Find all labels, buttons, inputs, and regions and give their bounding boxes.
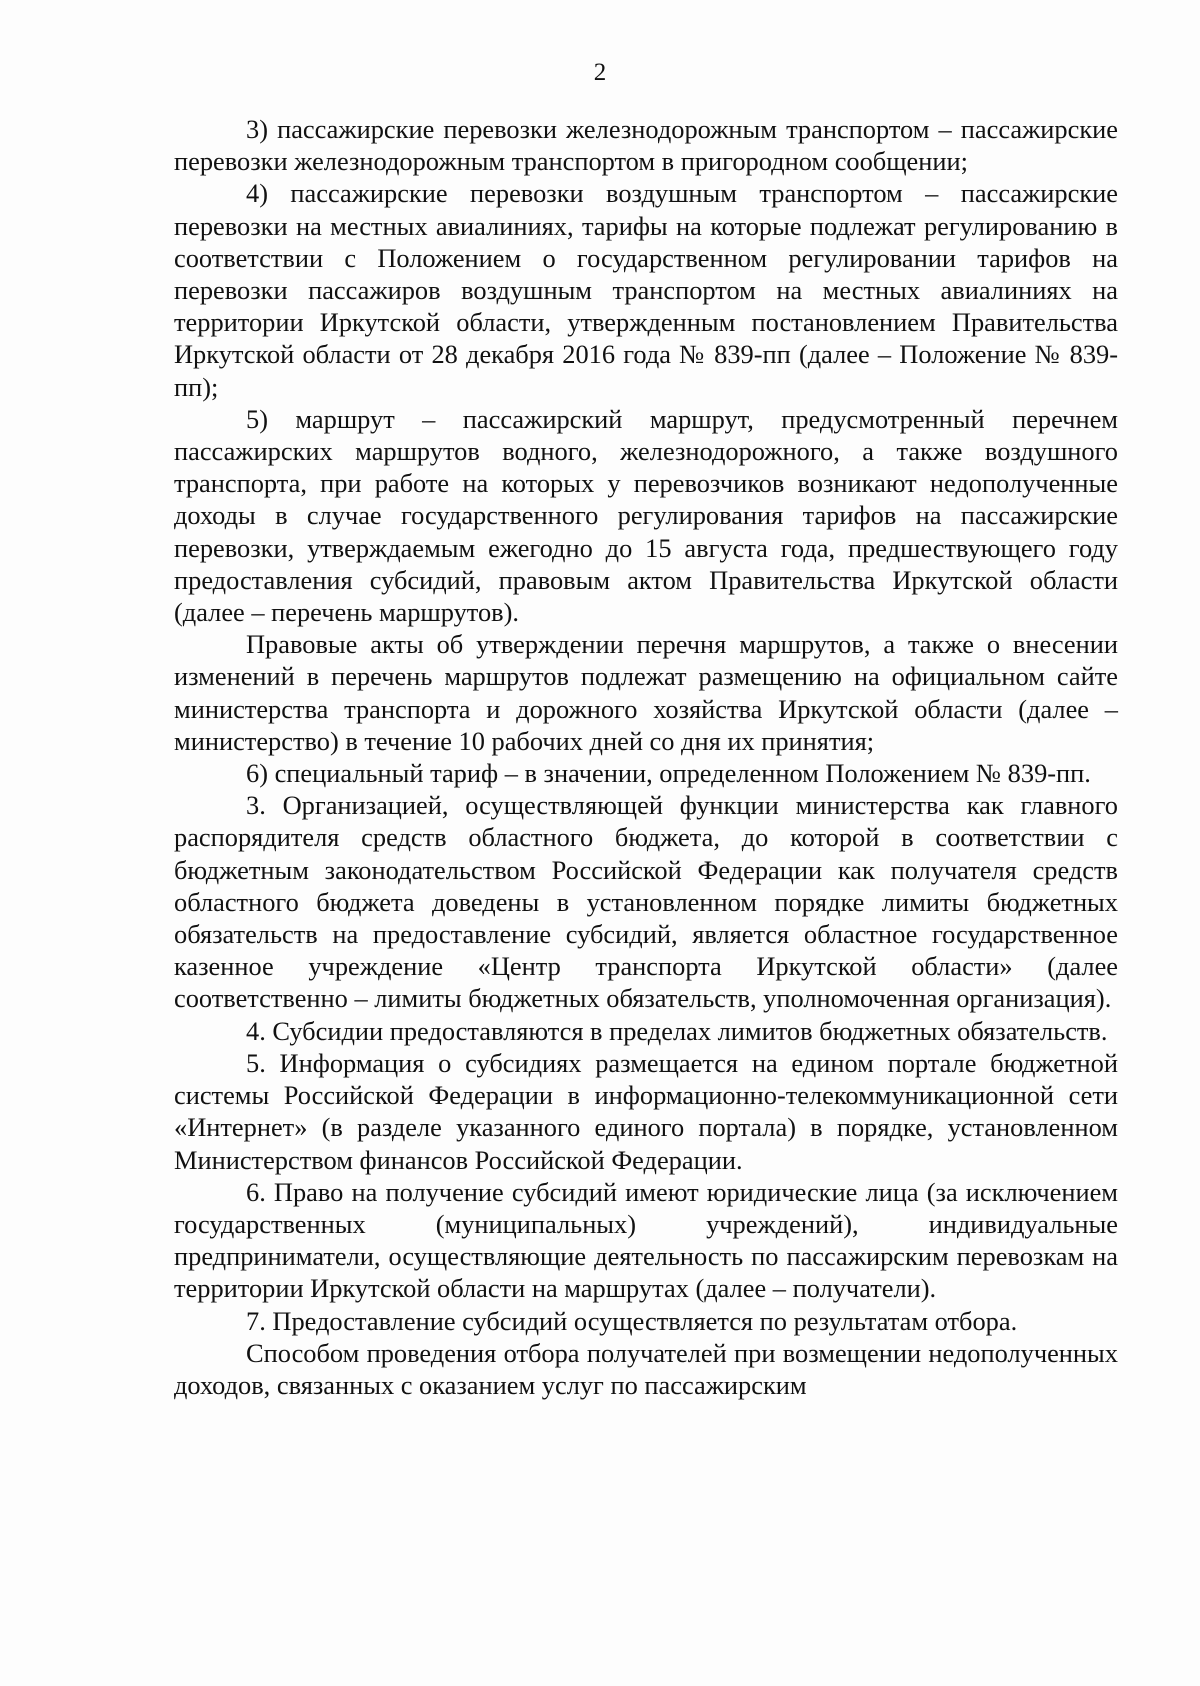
paragraph-section-4-budget-limits: 4. Субсидии предоставляются в пределах лимитов бюджетных обязательств.	[246, 1015, 1108, 1046]
paragraph-clause-3-rail-transport: 3) пассажирские перевозки железнодорожным транспортом – пассажирские перевозки железнодорожным транспортом в пригородном сообщении;	[174, 114, 1118, 177]
document-body	[174, 113, 1118, 1401]
paragraph-selection-method: Способом проведения отбора получателей при возмещении недополученных доходов, связанных с оказанием услуг по пассажирским	[174, 1337, 1118, 1400]
paragraph-clause-4-air-transport: 4) пассажирские перевозки воздушным транспортом – пассажирские перевозки на местных авиалиниях, тарифы на которые подлежат регулированию в соответствии с Положением о государственном регулировании тарифов на перевозки пассажиров воздушным транспортом на местных авиалиниях на территории Иркутской области, утвержденным постановлением Правительства Иркутской области от 28 декабря 2016 года № 839-пп (далее – Положение № 839-пп);	[174, 178, 1118, 402]
paragraph-clause-6-special-tariff: 6) специальный тариф – в значении, определенном Положением № 839-пп.	[246, 758, 1091, 789]
paragraph-section-6-eligible-recipients: 6. Право на получение субсидий имеют юридические лица (за исключением государственных (муниципальных) учреждений), индивидуальные предприниматели, осуществляющие деятельность по пассажирским перевозкам на территории Иркутской области на маршрутах (далее – получатели).	[174, 1176, 1118, 1304]
paragraph-section-7-selection: 7. Предоставление субсидий осуществляется по результатам отбора.	[246, 1305, 1018, 1336]
paragraph-section-5-information-portal: 5. Информация о субсидиях размещается на едином портале бюджетной системы Российской Федерации в информационно-телекоммуникационной сети «Интернет» (в разделе указанного единого портала) в порядке, установленном Министерством финансов Российской Федерации.	[174, 1047, 1118, 1175]
paragraph-clause-5-route: 5) маршрут – пассажирский маршрут, предусмотренный перечнем пассажирских маршрутов водного, железнодорожного, а также воздушного транспорта, при работе на которых у перевозчиков возникают недополученные доходы в случае государственного регулирования тарифов на пассажирские перевозки, утверждаемым ежегодно до 15 августа года, предшествующего году предоставления субсидий, правовым актом Правительства Иркутской области (далее – перечень маршрутов).	[174, 403, 1118, 628]
paragraph-legal-acts-publication: Правовые акты об утверждении перечня маршрутов, а также о внесении изменений в перечень маршрутов подлежат размещению на официальном сайте министерства транспорта и дорожного хозяйства Иркутской области (далее – министерство) в течение 10 рабочих дней со дня их принятия;	[174, 629, 1118, 756]
paragraph-section-3-authorized-organization: 3. Организацией, осуществляющей функции министерства как главного распорядителя средств областного бюджета, до которой в соответствии с бюджетным законодательством Российской Федерации как получателя средств областного бюджета доведены в установленном порядке лимиты бюджетных обязательств на предоставление субсидий, является областное государственное казенное учреждение «Центр транспорта Иркутской области» (далее соответственно – лимиты бюджетных обязательств, уполномоченная организация).	[174, 790, 1118, 1014]
page-number: 2	[593, 59, 607, 86]
